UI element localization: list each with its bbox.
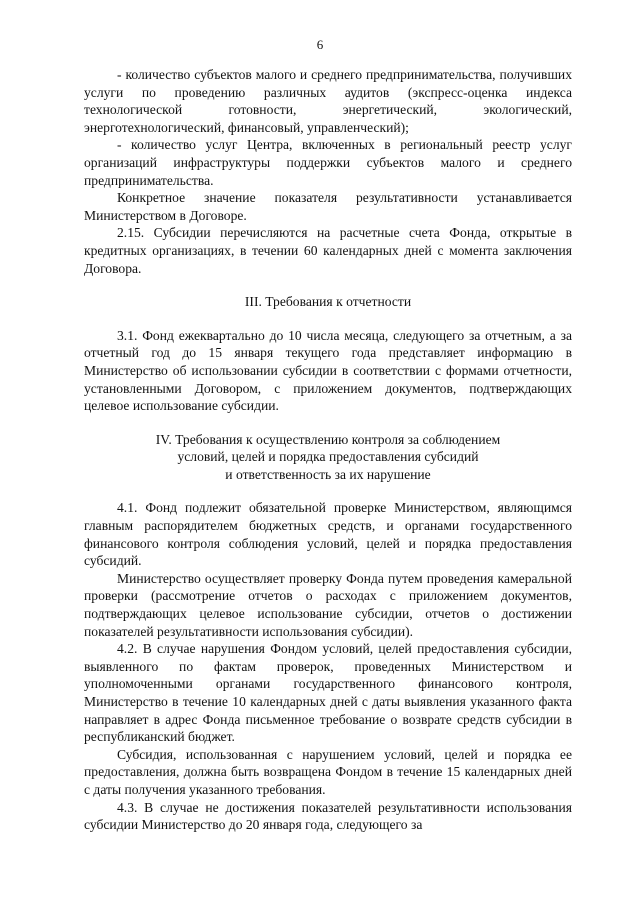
document-body xyxy=(84,66,572,834)
paragraph-4-3: 4.3. В случае не достижения показателей результативности использования субсидии Министерство до 20 января года, следующего за xyxy=(84,799,572,833)
page-number: 6 xyxy=(316,37,324,52)
paragraph-services-count: - количество услуг Центра, включенных в региональный реестр услуг организаций инфраструктуры поддержки субъектов малого и среднего предпринимательства. xyxy=(84,137,572,188)
paragraph-4-2: 4.2. В случае нарушения Фондом условий, целей предоставления субсидии, выявленного по фактам проверок, проведенных Министерством и уполномоченными органами государственного финансового контроля, Министерство в течение 10 календарных дней с даты выявления указанного факта направляет в адрес Фонда письменное требование о возврате средств субсидии в республиканский бюджет. xyxy=(84,641,572,745)
section-4-heading xyxy=(84,431,572,484)
paragraph-2-15: 2.15. Субсидии перечисляются на расчетные счета Фонда, открытые в кредитных организациях, в течении 60 календарных дней с момента заключения Договора. xyxy=(84,225,572,276)
paragraph-3-1: 3.1. Фонд ежеквартально до 10 числа месяца, следующего за отчетным, а за отчетный год до 15 января текущего года представляет информацию в Министерство об использовании субсидии в соответствии с формами отчетности, установленными Договором, с приложением документов, подтверждающих целевое использование субсидии. xyxy=(84,327,572,414)
section-3-heading: III. Требования к отчетности xyxy=(244,294,412,310)
paragraph-ministry-check: Министерство осуществляет проверку Фонда путем проведения камеральной проверки (рассмотрение отчетов о расходах с приложением документов, подтверждающих целевое использование субсидии, отчетов о достижении показателей результативности использования субсидии). xyxy=(84,570,572,639)
section-4-heading-line: условий, целей и порядка предоставления субсидий xyxy=(177,449,479,465)
section-4-heading-line: и ответственность за их нарушение xyxy=(225,466,431,482)
paragraph-audit-count: - количество субъектов малого и среднего предпринимательства, получивших услуги по проведению различных аудитов (экспресс-оценка индекса технологической готовности, энергетический, экологический, энерготехнологический, финансовый, управленческий); xyxy=(84,67,572,135)
paragraph-indicator-value: Конкретное значение показателя результативности устанавливается Министерством в Договоре. xyxy=(84,190,572,223)
paragraph-subsidy-return: Субсидия, использованная с нарушением условий, целей и порядка ее предоставления, должна быть возвращена Фондом в течение 15 календарных дней с даты получения указанного требования. xyxy=(84,746,572,797)
paragraph-4-1: 4.1. Фонд подлежит обязательной проверке Министерством, являющимся главным распорядителем бюджетных средств, и органами государственного финансового контроля соблюдения условий, целей и порядка предоставления субсидий. xyxy=(84,500,572,569)
section-4-heading-line: IV. Требования к осуществлению контроля за соблюдением xyxy=(155,431,501,447)
